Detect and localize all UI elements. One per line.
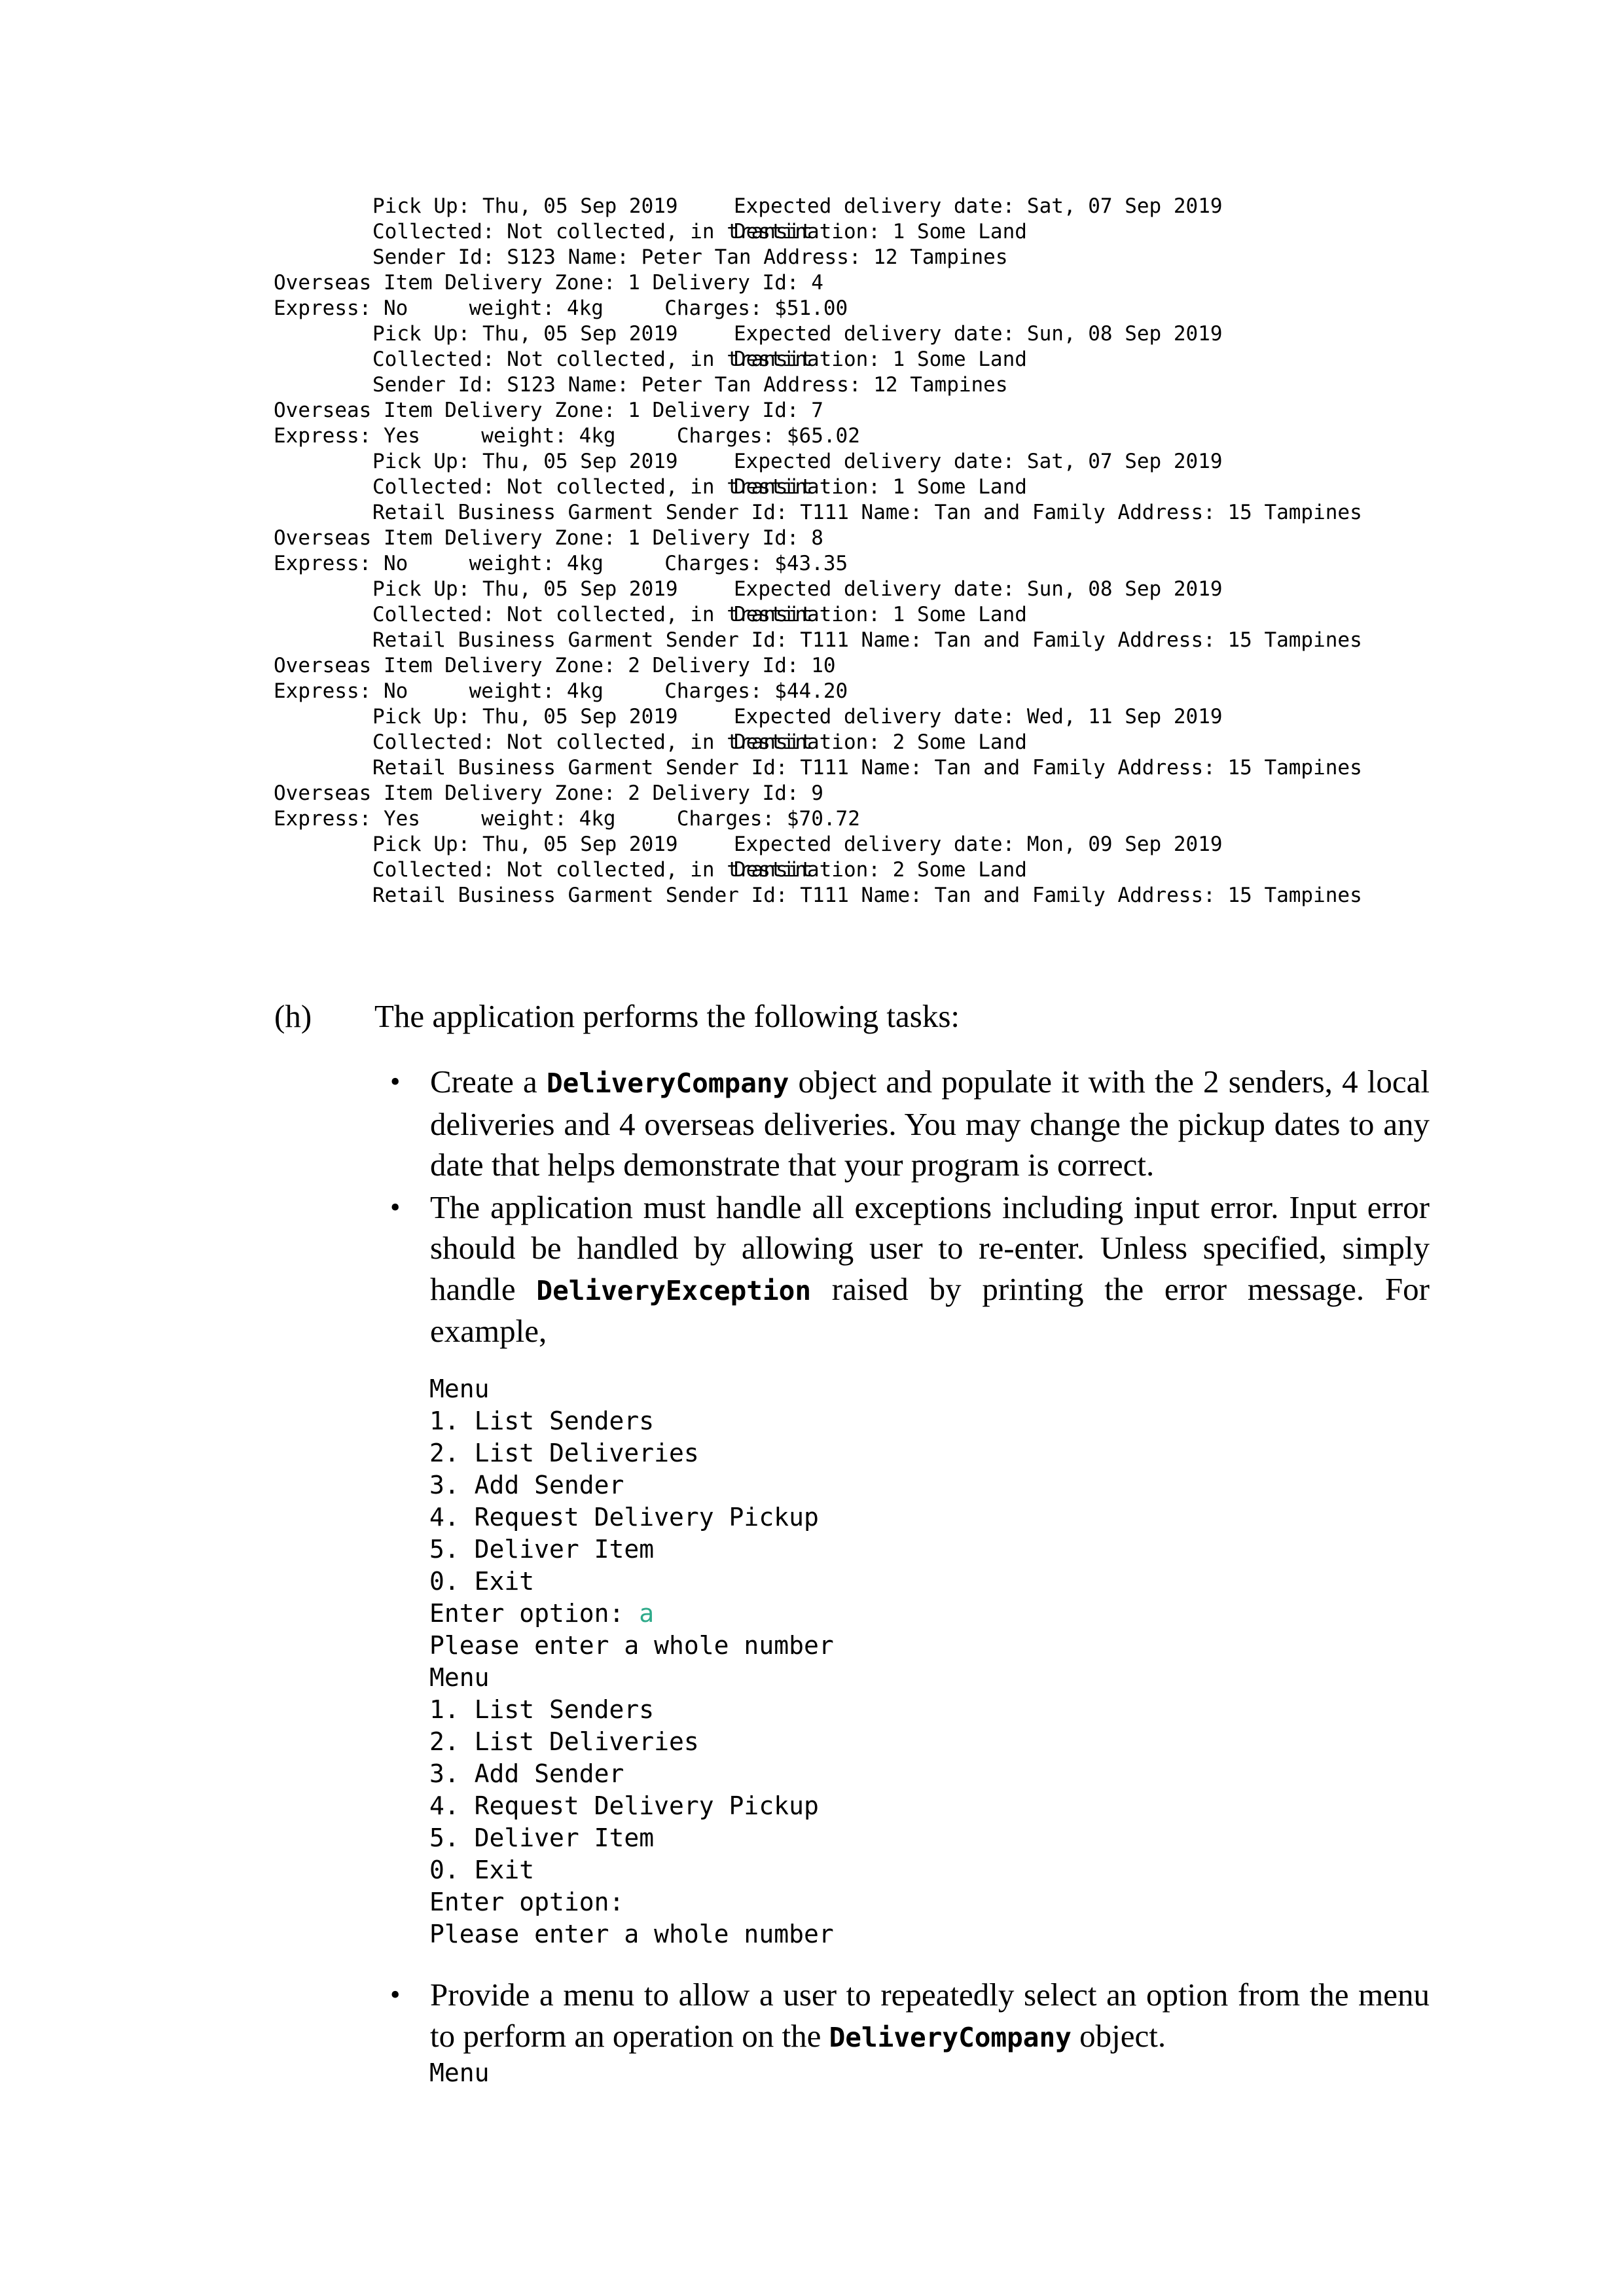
console-line: Retail Business Garment Sender Id: T111 Name: Tan and Family Address: 15 Tampines xyxy=(372,501,1362,524)
menu-output-line: Menu xyxy=(429,1663,490,1692)
task-list-continued xyxy=(386,1975,1430,2058)
menu-output-line: 5. Deliver Item xyxy=(429,1823,655,1852)
console-line: Express: No weight: 4kg Charges: $44.20 xyxy=(274,679,848,703)
console-line: Express: No weight: 4kg Charges: $43.35 xyxy=(274,552,848,575)
console-line: Collected: Not collected, in transit Destination: 2 Some Land xyxy=(372,858,1027,882)
menu-output-line: 1. List Senders xyxy=(429,1407,655,1435)
console-line: Overseas Item Delivery Zone: 1 Delivery Id: 8 xyxy=(274,526,823,550)
console-line: Collected: Not collected, in transit Destination: 1 Some Land xyxy=(372,348,1027,371)
menu-output-line: 3. Add Sender xyxy=(429,1471,624,1499)
example-menu-output xyxy=(429,1373,834,1950)
console-line: Collected: Not collected, in transit Destination: 1 Some Land xyxy=(372,220,1027,243)
console-line: Sender Id: S123 Name: Peter Tan Address: 12 Tampines xyxy=(372,373,1008,397)
console-line: Express: Yes weight: 4kg Charges: $70.72 xyxy=(274,807,860,831)
menu-output-line: 2. List Deliveries xyxy=(429,1727,699,1756)
menu-output-line: Enter option: a xyxy=(429,1599,655,1628)
menu-output-line: 5. Deliver Item xyxy=(429,1535,655,1564)
console-output xyxy=(274,194,1362,908)
user-input: a xyxy=(639,1599,655,1628)
bullet-icon: • xyxy=(390,1979,401,2011)
section-intro: The application performs the following tasks: xyxy=(374,998,960,1034)
console-line: Retail Business Garment Sender Id: T111 Name: Tan and Family Address: 15 Tampines xyxy=(372,756,1362,780)
console-line: Retail Business Garment Sender Id: T111 Name: Tan and Family Address: 15 Tampines xyxy=(372,628,1362,652)
section-label: (h) xyxy=(274,998,312,1034)
code-delivery-company: DeliveryCompany xyxy=(547,1067,789,1099)
console-line: Overseas Item Delivery Zone: 2 Delivery Id: 9 xyxy=(274,781,823,805)
console-line: Pick Up: Thu, 05 Sep 2019 Expected delivery date: Sun, 08 Sep 2019 xyxy=(372,322,1223,346)
console-line: Overseas Item Delivery Zone: 2 Delivery Id: 10 xyxy=(274,654,836,677)
console-line: Pick Up: Thu, 05 Sep 2019 Expected delivery date: Sat, 07 Sep 2019 xyxy=(372,194,1223,218)
console-line: Pick Up: Thu, 05 Sep 2019 Expected delivery date: Mon, 09 Sep 2019 xyxy=(372,833,1223,856)
task-list xyxy=(386,1062,1430,1352)
code-delivery-exception: DeliveryException xyxy=(536,1274,812,1306)
task-item-provide-menu: • Provide a menu to allow a user to repeatedly select an option from the menu to perform an operation on the DeliveryCompany object. xyxy=(386,1975,1430,2058)
code-delivery-company: DeliveryCompany xyxy=(829,2021,1072,2053)
console-line: Sender Id: S123 Name: Peter Tan Address: 12 Tampines xyxy=(372,245,1008,269)
task-item-handle-exceptions: • The application must handle all exceptions including input error. Input error should be handled by allowing user to re-enter. Unless specified, simply handle DeliveryException raised by printing the error message. For example, xyxy=(386,1187,1430,1352)
bullet-icon: • xyxy=(390,1191,401,1223)
console-line: Retail Business Garment Sender Id: T111 Name: Tan and Family Address: 15 Tampines xyxy=(372,884,1362,907)
menu-output-line: Enter option: xyxy=(429,1888,640,1916)
menu-output-line: 0. Exit xyxy=(429,1856,535,1884)
console-line: Pick Up: Thu, 05 Sep 2019 Expected delivery date: Sat, 07 Sep 2019 xyxy=(372,450,1223,473)
task-item-create-company: • Create a DeliveryCompany object and populate it with the 2 senders, 4 local deliveries and 4 overseas deliveries. You may change the pickup dates to any date that helps demonstrate that your program is correct. xyxy=(386,1062,1430,1186)
console-line: Collected: Not collected, in transit Destination: 1 Some Land xyxy=(372,475,1027,499)
menu-output-line: 4. Request Delivery Pickup xyxy=(429,1503,819,1532)
bullet-icon: • xyxy=(390,1066,401,1098)
console-line: Express: No weight: 4kg Charges: $51.00 xyxy=(274,296,848,320)
console-line: Pick Up: Thu, 05 Sep 2019 Expected delivery date: Wed, 11 Sep 2019 xyxy=(372,705,1223,728)
console-line: Collected: Not collected, in transit Destination: 2 Some Land xyxy=(372,730,1027,754)
menu-output-line: Menu xyxy=(429,1374,490,1403)
menu-output-line: 1. List Senders xyxy=(429,1695,655,1724)
menu-output-line: 0. Exit xyxy=(429,1567,535,1596)
console-line: Collected: Not collected, in transit Destination: 1 Some Land xyxy=(372,603,1027,626)
console-line: Express: Yes weight: 4kg Charges: $65.02 xyxy=(274,424,860,448)
menu-output-line: 4. Request Delivery Pickup xyxy=(429,1791,819,1820)
menu-output-line: 2. List Deliveries xyxy=(429,1439,699,1467)
tail-menu-line: Menu xyxy=(429,2058,490,2087)
console-line: Pick Up: Thu, 05 Sep 2019 Expected delivery date: Sun, 08 Sep 2019 xyxy=(372,577,1223,601)
menu-output-line: Please enter a whole number xyxy=(429,1631,834,1660)
menu-output-line: Please enter a whole number xyxy=(429,1920,834,1948)
console-line: Overseas Item Delivery Zone: 1 Delivery Id: 4 xyxy=(274,271,823,295)
menu-output-line: 3. Add Sender xyxy=(429,1759,624,1788)
console-line: Overseas Item Delivery Zone: 1 Delivery Id: 7 xyxy=(274,399,823,422)
